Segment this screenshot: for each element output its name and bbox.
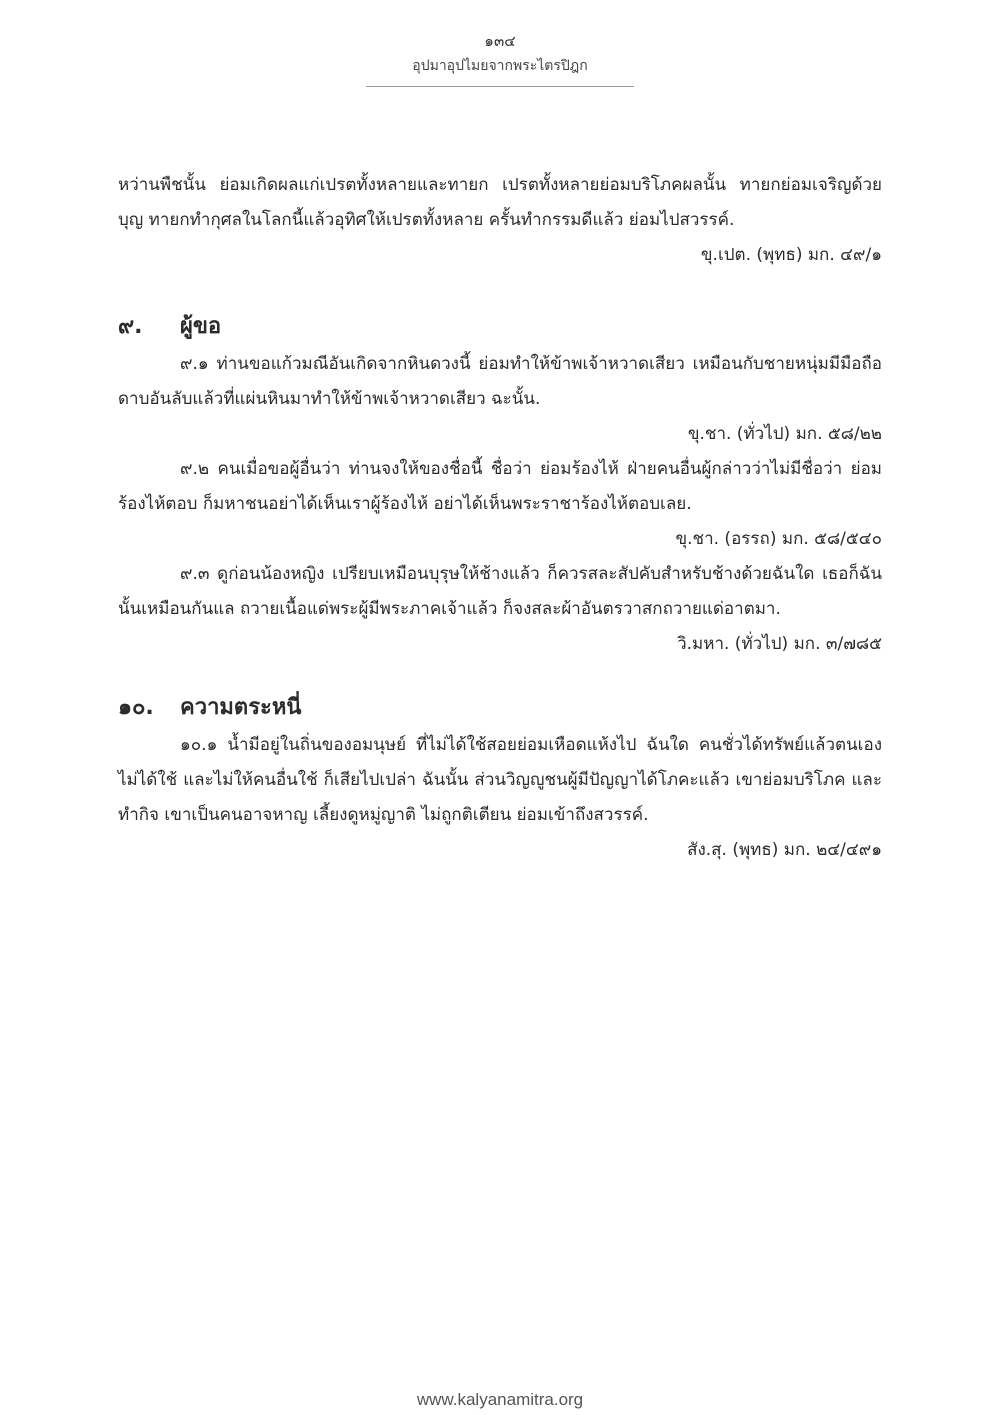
intro-reference: ขุ.เปต. (พุทธ) มก. ๔๙/๑ (700, 245, 882, 265)
section-10-item-1-reference: สัง.สุ. (พุทธ) มก. ๒๔/๔๙๑ (687, 840, 882, 860)
section-9-item-1-text: ๙.๑ ท่านขอแก้วมณีอันเกิดจากหินดวงนี้ ย่อมทำให้ข้าพเจ้าหวาดเสียว เหมือนกับชายหนุ่มมีมือถือดาบอันลับแล้วที่แผ่นหินมาทำให้ข้าพเจ้าหวาดเสียว ฉะนั้น. (118, 354, 882, 409)
page-body (118, 168, 882, 868)
section-9-item-2-text: ๙.๒ คนเมื่อขอผู้อื่นว่า ท่านจงให้ของชื่อนี้ ชื่อว่า ย่อมร้องไห้ ฝ่ายคนอื่นผู้กล่าวว่าไม่มีชื่อว่า ย่อมร้องไห้ตอบ ก็มหาชนอย่าได้เห็นเราผู้ร้องไห้ อย่าได้เห็นพระราชาร้องไห้ตอบเลย. (118, 459, 882, 514)
section-9-heading (118, 307, 882, 347)
section-9-item-2-reference: ขุ.ชา. (อรรถ) มก. ๕๘/๕๔๐ (675, 529, 882, 549)
section-9-item-3-text: ๙.๓ ดูก่อนน้องหญิง เปรียบเหมือนบุรุษให้ช้างแล้ว ก็ควรสละสัปคับสำหรับช้างด้วยฉันใด เธอก็ฉันนั้นเหมือนกันแล ถวายเนื้อแด่พระผู้มีพระภาคเจ้าแล้ว ก็จงสละผ้าอันตรวาสกถวายแด่อาตมา. (118, 564, 882, 619)
footer-website-url: www.kalyanamitra.org (416, 1390, 584, 1409)
section-10-item-1-text: ๑๐.๑ น้ำมีอยู่ในถิ่นของอมนุษย์ ที่ไม่ได้ใช้สอยย่อมเหือดแห้งไป ฉันใด คนชั่วได้ทรัพย์แล้วตนเองไม่ได้ใช้ และไม่ให้คนอื่นใช้ ก็เสียไปเปล่า ฉันนั้น ส่วนวิญญูชนผู้มีปัญญาได้โภคะแล้ว เขาย่อมบริโภค และทำกิจ เขาเป็นคนอาจหาญ เลี้ยงดูหมู่ญาติ ไม่ถูกติเตียน ย่อมเข้าถึงสวรรค์. (118, 735, 882, 825)
page-header (0, 30, 1000, 87)
section-9-item-1-reference: ขุ.ชา. (ทั่วไป) มก. ๕๘/๒๒ (687, 424, 882, 444)
section-9-item-3-reference: วิ.มหา. (ทั่วไป) มก. ๓/๗๘๕ (677, 634, 882, 654)
section-10-title: ความตระหนี่ (180, 695, 302, 720)
header-divider (366, 86, 634, 87)
section-10-number: ๑๐. (118, 695, 154, 720)
page-number: ๑๓๔ (484, 32, 516, 50)
intro-paragraph: หว่านพืชนั้น ย่อมเกิดผลแก่เปรตทั้งหลายและทายก เปรตทั้งหลายย่อมบริโภคผลนั้น ทายกย่อมเจริญด้วยบุญ ทายกทำกุศลในโลกนี้แล้วอุทิศให้เปรตทั้งหลาย ครั้นทำกรรมดีแล้ว ย่อมไปสวรรค์. (118, 175, 882, 230)
book-title: อุปมาอุปไมยจากพระไตรปิฎก (412, 58, 588, 74)
section-9-number: ๙. (118, 314, 143, 339)
section-9-title: ผู้ขอ (180, 314, 222, 339)
section-10-heading (118, 688, 882, 728)
